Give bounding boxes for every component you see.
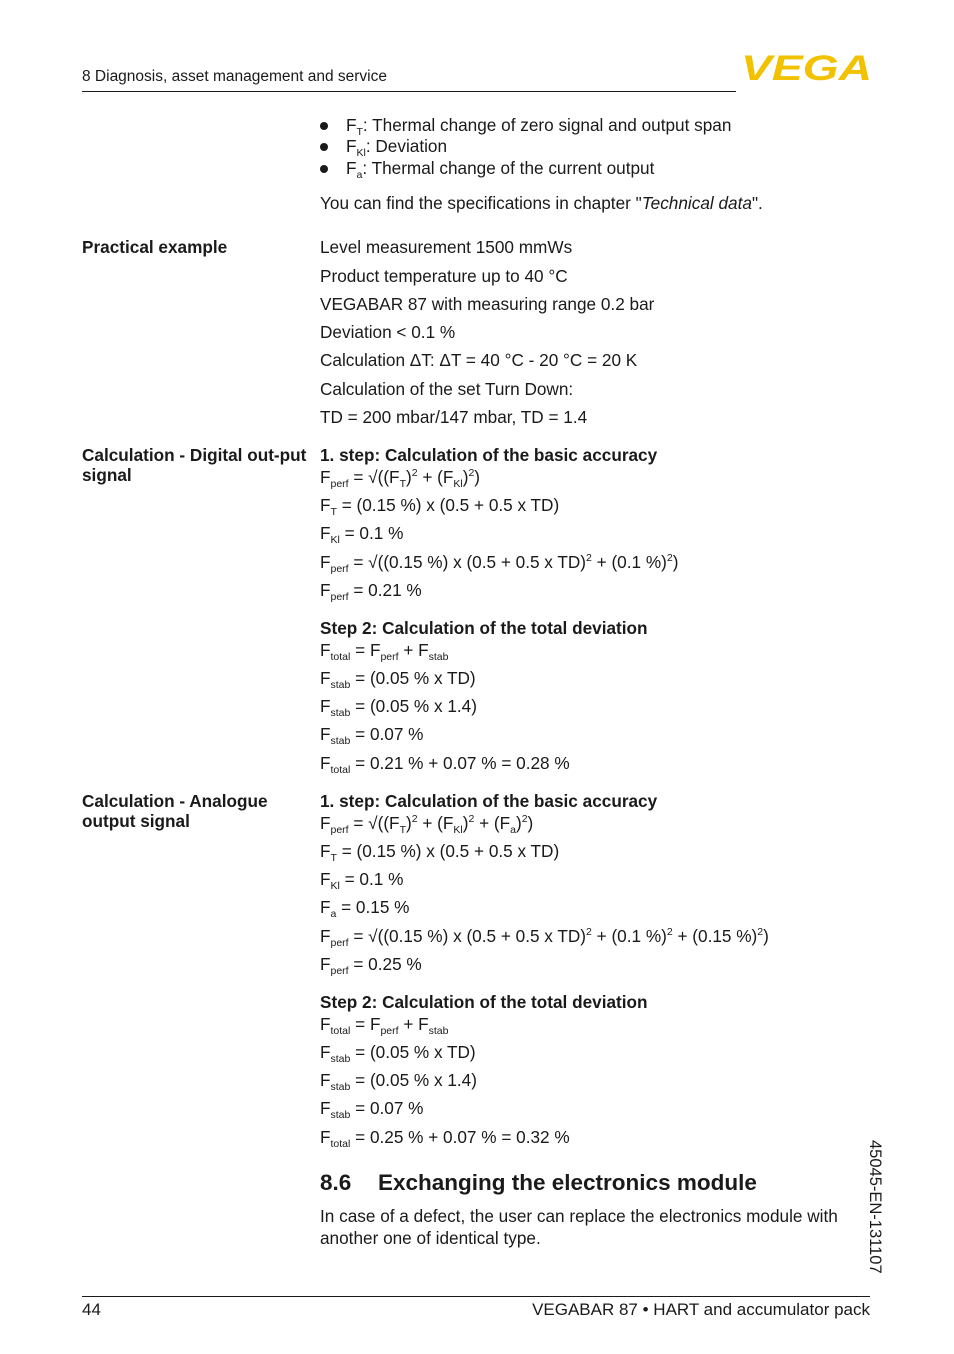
section-title: Exchanging the electronics module (378, 1170, 757, 1195)
practical-example-label: Practical example (82, 237, 228, 257)
formula-line: $F_{stab} = 0.07$ % (320, 724, 424, 747)
digital-output-label: Calculation - Digital out-put signal (82, 445, 307, 485)
spec-note: You can find the specifications in chapter "Technical data". (320, 193, 763, 213)
digital-step2-heading: Step 2: Calculation of the total deviation (320, 618, 648, 638)
running-header: 8 Diagnosis, asset management and service (82, 68, 387, 85)
vega-logo (741, 53, 872, 83)
bullet-dot (320, 122, 328, 130)
page-number: 44 (82, 1300, 101, 1319)
svg-text:VEGA: VEGA (741, 53, 872, 83)
formula-line: $F_{Kl} = 0.1$ % (320, 869, 404, 892)
formula-line: $F_{stab} = (0.05$ % x 1.4) (320, 696, 477, 719)
formula-line: $F_a = 0.15$ % (320, 897, 410, 920)
practical-line: VEGABAR 87 with measuring range 0.2 bar (320, 294, 655, 314)
formula-line: $F_{total} = F_{perf} + F_{stab}$ (320, 640, 449, 663)
formula-line: $F_T = (0.15$ %) x (0.5 + 0.5 x TD) (320, 495, 560, 518)
section-heading (320, 1170, 757, 1196)
practical-line: Calculation ΔT: ΔT = 40 °C - 20 °C = 20 K (320, 350, 638, 370)
footer-product: VEGABAR 87 • HART and accumulator pack (532, 1300, 870, 1319)
practical-line: TD = 200 mbar/147 mbar, TD = 1.4 (320, 407, 588, 427)
analogue-output-label: Calculation - Analogue output signal (82, 791, 268, 831)
formula-line: $F_{stab} = 0.07$ % (320, 1098, 424, 1121)
formula-line: $F_{total} = F_{perf} + F_{stab}$ (320, 1014, 449, 1037)
formula-line: $F_{perf} = 0.25$ % (320, 954, 422, 977)
digital-step1-heading: 1. step: Calculation of the basic accuracy (320, 445, 658, 465)
formula-line: $F_{perf} = 0.21$ % (320, 580, 422, 603)
formula-line: $F_{perf} = √((0.15$ %) x (0.5 + 0.5 x TD)$^2$ + (0.1 %)$^2$ + (0.15 %)$^2$) (320, 926, 769, 949)
practical-line: Level measurement 1500 mmWs (320, 237, 573, 257)
practical-line: Product temperature up to 40 °C (320, 266, 568, 286)
document-number: 45045-EN-131107 (866, 1140, 884, 1274)
formula-line: $F_{stab} = (0.05$ % x TD) (320, 668, 476, 691)
formula-line: $F_{stab} = (0.05$ % x 1.4) (320, 1070, 477, 1093)
formula-line: $F_{Kl} = 0.1$ % (320, 523, 404, 546)
section-paragraph: In case of a defect, the user can replace the electronics module with another one of identical type. (320, 1206, 838, 1248)
formula-line: $F_{perf} = √((0.15$ %) x (0.5 + 0.5 x TD)$^2$ + (0.1 %)$^2$) (320, 552, 679, 575)
header-rule (82, 91, 736, 92)
formula-line: $F_{perf} = √((F_T)^2 + (F_{Kl})^2)$ (320, 467, 481, 490)
formula-line: $F_{stab} = (0.05$ % x TD) (320, 1042, 476, 1065)
bullet-dot (320, 165, 328, 173)
formula-line: $F_{perf} = √((F_T)^2 + (F_{Kl})^2 + (F_a)^2)$ (320, 813, 534, 836)
formula-line: $F_T = (0.15$ %) x (0.5 + 0.5 x TD) (320, 841, 560, 864)
practical-line: Calculation of the set Turn Down: (320, 379, 574, 399)
analogue-step1-heading: 1. step: Calculation of the basic accuracy (320, 791, 658, 811)
formula-line: $F_{total} = 0.21$ % + 0.07 % = 0.28 % (320, 753, 570, 776)
section-number: 8.6 (320, 1170, 352, 1195)
formula-line: $F_{total} = 0.25$ % + 0.07 % = 0.32 % (320, 1127, 570, 1150)
practical-line: Deviation < 0.1 % (320, 322, 456, 342)
footer-rule (82, 1296, 870, 1297)
analogue-step2-heading: Step 2: Calculation of the total deviation (320, 992, 648, 1012)
bullet-dot (320, 143, 328, 151)
